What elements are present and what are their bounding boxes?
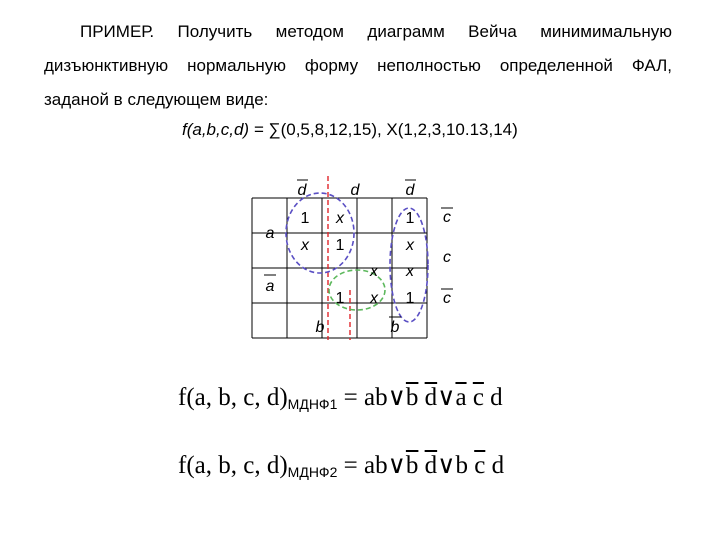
- formula-mdnf2: [178, 450, 504, 480]
- task-word: форму: [304, 56, 359, 75]
- row-right-label: c: [443, 249, 451, 266]
- formula-var: b: [375, 384, 388, 411]
- kmap-cell: x: [406, 237, 414, 254]
- formula-term: [455, 384, 502, 411]
- formula-var: $\overline{b}$: [405, 452, 419, 479]
- kmap-cell: x: [406, 263, 414, 280]
- or-symbol: ∨: [437, 452, 456, 479]
- function-lhs: f(a,b,c,d) =: [182, 120, 269, 139]
- formula-subscript: МДНФ1: [287, 396, 338, 412]
- task-word: диаграмм: [367, 22, 445, 41]
- formula-term: [455, 452, 504, 479]
- formula-var: $\overline{d}$: [424, 452, 438, 479]
- kmap-cell: 1: [405, 290, 415, 307]
- kmap-cell: x: [370, 263, 378, 280]
- formula-var: d: [491, 452, 505, 479]
- dontcare-list: (1,2,3,10.13,14): [397, 120, 518, 139]
- formula-lhs: f(a, b, c, d): [178, 452, 288, 479]
- formula-eq: =: [337, 384, 364, 411]
- or-symbol: ∨: [387, 452, 406, 479]
- task-word: Получить: [177, 22, 253, 41]
- task-word: определенной: [499, 56, 613, 75]
- formula-var: d: [490, 384, 503, 411]
- kmap-cell: 1: [405, 210, 415, 227]
- task-word: Вейча: [468, 22, 517, 41]
- or-symbol: ∨: [437, 384, 456, 411]
- col-top-label: d: [297, 182, 307, 199]
- col-top-label: d: [405, 182, 415, 199]
- formula-term: [406, 384, 437, 411]
- formula-var: a: [363, 452, 376, 479]
- row-right-label: c: [443, 209, 451, 226]
- col-top-label: d: [350, 182, 360, 199]
- formula-var: $\overline{c}$: [472, 384, 484, 411]
- formula-var: $\overline{b}$: [405, 384, 419, 411]
- minterm-list: (0,5,8,12,15),: [280, 120, 387, 139]
- formula-eq: =: [337, 452, 364, 479]
- formula-var: $\overline{d}$: [424, 384, 438, 411]
- formula-var: b: [375, 452, 388, 479]
- or-symbol: ∨: [387, 384, 406, 411]
- kmap-cell: x: [370, 290, 378, 307]
- formula-var: b: [455, 452, 468, 479]
- dontcare-symbol: X: [386, 120, 398, 139]
- row-left-label: a: [265, 278, 275, 295]
- formula-var: $\overline{c}$: [474, 452, 486, 479]
- task-word: дизъюнктивную: [44, 56, 169, 75]
- formula-lhs: f(a, b, c, d): [178, 384, 288, 411]
- formula-var: a: [363, 384, 376, 411]
- col-bottom-label: b: [315, 319, 325, 336]
- task-word: неполностью: [377, 56, 481, 75]
- kmap-cell: 1: [335, 290, 345, 307]
- kmap-cell: 1: [335, 237, 345, 254]
- formula-term: [364, 452, 388, 479]
- formula-subscript: МДНФ2: [287, 464, 338, 480]
- task-word: методом: [275, 22, 344, 41]
- task-word: ФАЛ,: [631, 56, 672, 75]
- col-bottom-label: b: [390, 319, 400, 336]
- example-label: ПРИМЕР.: [80, 22, 155, 41]
- formula-var: $\overline{a}$: [455, 384, 467, 411]
- row-left-label: a: [265, 225, 275, 242]
- kmap-cell: x: [336, 210, 344, 227]
- task-word: минимимальную: [540, 22, 672, 41]
- kmap-cell: x: [301, 237, 309, 254]
- sum-symbol: ∑: [268, 120, 281, 139]
- formula-term: [406, 452, 437, 479]
- formula-mdnf1: [178, 382, 503, 412]
- formula-term: [364, 384, 388, 411]
- kmap-cell: 1: [300, 210, 310, 227]
- row-right-label: c: [443, 290, 451, 307]
- task-line-3: заданой в следующем виде:: [44, 90, 269, 109]
- task-word: нормальную: [187, 56, 286, 75]
